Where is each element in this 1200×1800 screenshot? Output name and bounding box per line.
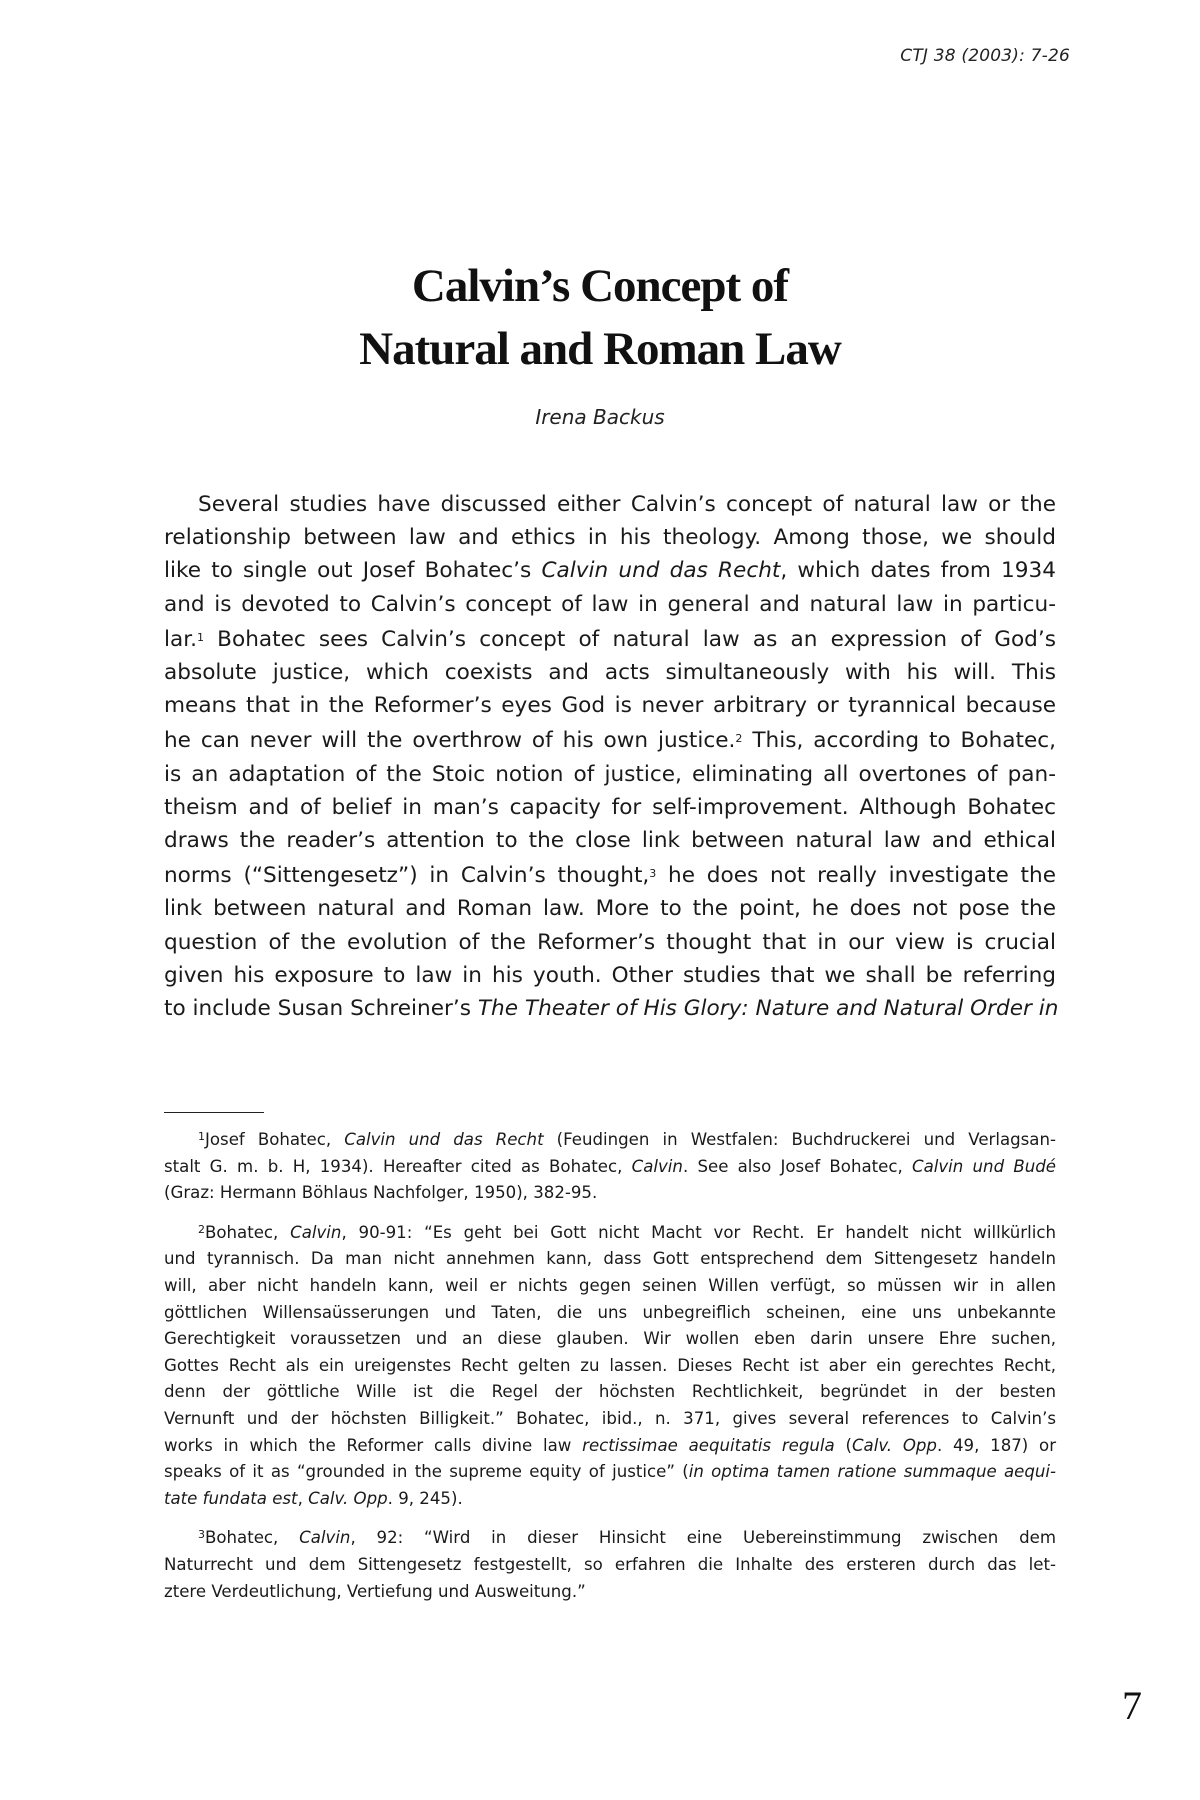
footnote-line: $^3$Bohatec, Calvin, 92: “Wird in dieser Hinsicht eine Uebereinstimmung zwischen dem	[198, 1528, 1056, 1548]
footnote-marker-1[interactable]: 1	[197, 630, 204, 644]
body-line: norms (“Sittengesetz”) in Calvin’s thought,$^3$ he does not really investigate the	[164, 863, 1056, 889]
footnote-line: $^2$Bohatec, Calvin, 90-91: “Es geht bei Gott nicht Macht vor Recht. Er handelt nicht willkürlich	[198, 1222, 1056, 1242]
footnote-1	[164, 1124, 1056, 1207]
footnote-line: göttlichen Willensaüsserungen und Taten, die uns unbegreiflich scheinen, eine uns unbekannte	[164, 1302, 1056, 1322]
footnote-line: tate fundata est, Calv. Opp. 9, 245).	[164, 1488, 463, 1508]
body-line: draws the reader’s attention to the close link between natural law and ethical	[164, 828, 1056, 854]
body-line: link between natural and Roman law. More to the point, he does not pose the	[164, 896, 1056, 922]
body-line: theism and of belief in man’s capacity for self-improvement. Although Bohatec	[164, 794, 1056, 820]
body-line: lar.$^1$ Bohatec sees Calvin’s concept of natural law as an expression of God’s	[164, 626, 1056, 652]
body-line: Several studies have discussed either Calvin’s concept of natural law or the	[198, 492, 1056, 517]
journal-reference: CTJ 38 (2003): 7-26	[900, 46, 1070, 66]
footnote-line: $^1$Josef Bohatec, Calvin und das Recht (Feudingen in Westfalen: Buchdruckerei und Verlagsan-	[198, 1130, 1056, 1149]
body-line: given his exposure to law in his youth. Other studies that we shall be referring	[164, 962, 1056, 988]
title-line-1: Calvin’s Concept of	[411, 260, 789, 312]
footnote-marker-2[interactable]: 2	[735, 732, 743, 746]
footnote-line: speaks of it as “grounded in the supreme equity of justice” (in optima tamen ratione summaque aequi-	[164, 1462, 1056, 1482]
footnote-line: works in which the Reformer calls divine law rectissimae aequitatis regula (Calv. Opp. 49, 187) or	[164, 1435, 1057, 1455]
body-line: question of the evolution of the Reformer’s thought that in our view is crucial	[164, 929, 1056, 955]
footnote-number: 2	[198, 1222, 205, 1236]
body-line: like to single out Josef Bohatec’s Calvin und das Recht, which dates from 1934	[164, 558, 1057, 584]
body-line: to include Susan Schreiner’s The Theater of His Glory: Nature and Natural Order in	[164, 996, 1059, 1022]
body-line: he can never will the overthrow of his own justice.$^2$ This, according to Bohatec,	[164, 728, 1056, 754]
footnote-line: will, aber nicht handeln kann, weil er nichts gegen seinen Willen verfügt, so müssen wir in allen	[164, 1275, 1056, 1295]
book-title-theater-of-his-glory: The Theater of His Glory: Nature and Natural Order in	[477, 996, 1059, 1022]
body-paragraph	[164, 488, 1059, 1025]
body-line: means that in the Reformer’s eyes God is never arbitrary or tyrannical because	[164, 693, 1056, 719]
footnote-marker-3[interactable]: 3	[649, 867, 657, 881]
footnote-line: Naturrecht und dem Sittengesetz festgestellt, so erfahren die Inhalte des ersteren durch das let-	[164, 1554, 1056, 1574]
footnote-2	[164, 1217, 1056, 1513]
footnote-line: Gerechtigkeit voraussetzen und an diese glauben. Wir wollen eben darin unsere Ehre suchen,	[164, 1329, 1056, 1349]
article-title	[0, 255, 1200, 381]
footnote-line: Vernunft und der höchsten Billigkeit.” Bohatec, ibid., n. 371, gives several references to Calvin’s	[164, 1408, 1056, 1428]
footnote-separator	[164, 1112, 264, 1113]
footnote-line: stalt G. m. b. H, 1934). Hereafter cited as Bohatec, Calvin. See also Josef Bohatec, Calvin und Budé	[164, 1156, 1056, 1176]
page-number: 7	[1122, 1683, 1142, 1728]
footnote-line: Gottes Recht als ein ureigenstes Recht gelten zu lassen. Dieses Recht ist aber ein gerechtes Recht,	[164, 1355, 1056, 1375]
article-author: Irena Backus	[535, 405, 665, 429]
footnote-3	[164, 1522, 1056, 1605]
book-title-calvin-und-das-recht: Calvin und das Recht	[541, 558, 781, 584]
footnote-line: denn der göttliche Wille ist die Regel der höchsten Rechtlichkeit, begründet in der besten	[164, 1382, 1056, 1402]
title-line-2: Natural and Roman Law	[359, 323, 841, 375]
footnote-line: (Graz: Hermann Böhlaus Nachfolger, 1950), 382-95.	[164, 1183, 598, 1203]
footnote-number: 3	[198, 1528, 205, 1542]
footnote-line: und tyrannisch. Da man nicht annehmen kann, dass Gott entsprechend dem Sittengesetz handeln	[164, 1249, 1056, 1269]
body-line: and is devoted to Calvin’s concept of law in general and natural law in particu-	[164, 591, 1056, 617]
footnotes-section	[164, 1124, 1056, 1615]
body-line: is an adaptation of the Stoic notion of justice, eliminating all overtones of pan-	[164, 761, 1056, 787]
footnote-number: 1	[198, 1130, 205, 1143]
body-line: relationship between law and ethics in his theology. Among those, we should	[164, 525, 1056, 551]
body-line: absolute justice, which coexists and acts simultaneously with his will. This	[164, 660, 1056, 686]
footnote-line: ztere Verdeutlichung, Vertiefung und Ausweitung.”	[164, 1581, 586, 1601]
